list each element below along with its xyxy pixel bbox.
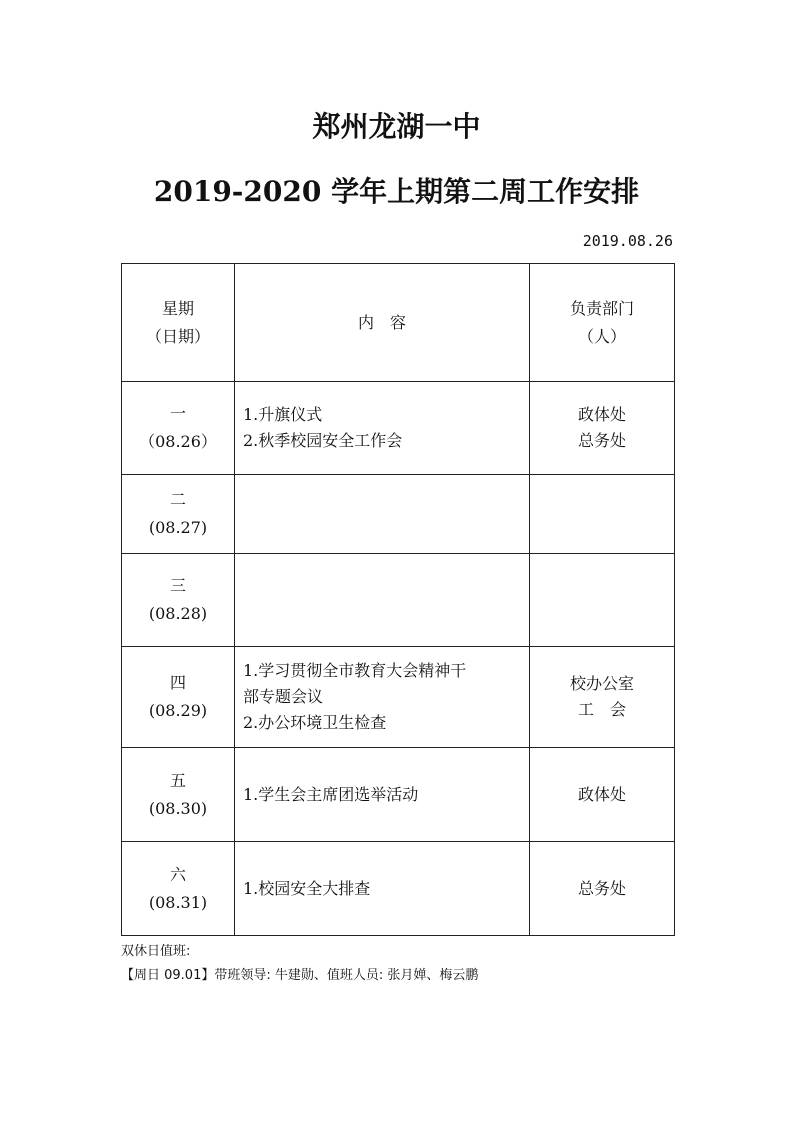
- weekday-date: (08.29): [148, 701, 208, 720]
- weekday-date: (08.30): [148, 798, 208, 818]
- content-cell: [235, 748, 530, 842]
- table-row: [122, 554, 675, 647]
- weekday-cell: [122, 475, 235, 554]
- document-subtitle: 2019-2020 学年上期第二周工作安排: [153, 175, 640, 208]
- dept-line: 校办公室: [569, 674, 634, 693]
- header-person-label: （人）: [577, 326, 626, 346]
- weekday: 四: [169, 673, 186, 692]
- weekend-duty-detail: 【周日 09.01】带班领导: 牛建勋、值班人员: 张月婵、梅云鹏: [121, 968, 479, 983]
- weekday: 六: [169, 864, 186, 884]
- table-header-row: [122, 264, 675, 382]
- table-row: [122, 842, 675, 936]
- weekday-cell: [122, 748, 235, 842]
- dept-line: 政体处: [577, 784, 626, 804]
- table-row: [122, 748, 675, 842]
- dept-line: 政体处: [577, 405, 626, 424]
- weekday-cell: [122, 842, 235, 936]
- content-line: 2.办公环境卫生检查: [243, 713, 387, 732]
- content-cell: [235, 842, 530, 936]
- dept-cell: [530, 842, 675, 936]
- weekend-duty-label: 双休日值班:: [121, 944, 191, 959]
- content-cell: [235, 382, 530, 475]
- header-weekday: [122, 264, 235, 382]
- document-title: 郑州龙湖一中: [312, 110, 481, 143]
- table-row: [122, 475, 675, 554]
- content-line: 1.学生会主席团选举活动: [243, 784, 419, 804]
- weekday: 三: [169, 576, 186, 595]
- content-line: 1.学习贯彻全市教育大会精神干: [243, 661, 467, 680]
- table-row: [122, 382, 675, 475]
- weekday-cell: [122, 647, 235, 748]
- content-cell: [235, 554, 530, 647]
- weekday-date: (08.27): [148, 518, 208, 537]
- content-line: 1.校园安全大排查: [243, 878, 371, 898]
- content-cell: [235, 647, 530, 748]
- weekday-cell: [122, 382, 235, 475]
- dept-cell: [530, 748, 675, 842]
- weekday-date: (08.28): [148, 604, 208, 623]
- weekday: 五: [169, 770, 186, 790]
- issue-date: 2019.08.26: [582, 232, 673, 250]
- weekday: 一: [169, 404, 186, 423]
- dept-cell: [530, 475, 675, 554]
- content-line: 2.秋季校园安全工作会: [243, 431, 403, 450]
- dept-line: 总务处: [577, 878, 626, 898]
- dept-line: 工 会: [577, 700, 626, 719]
- dept-cell: [530, 647, 675, 748]
- header-date-label: （日期）: [145, 326, 210, 346]
- header-dept-label: 负责部门: [569, 298, 634, 318]
- header-content: 内 容: [235, 264, 530, 382]
- content-cell: [235, 475, 530, 554]
- weekday: 二: [169, 490, 186, 509]
- weekday-date: (08.31): [148, 892, 208, 912]
- table-row: [122, 647, 675, 748]
- header-dept: [530, 264, 675, 382]
- weekday-date: （08.26）: [139, 432, 217, 451]
- content-line: 部专题会议: [243, 687, 324, 706]
- weekday-cell: [122, 554, 235, 647]
- schedule-table: [121, 263, 675, 936]
- header-weekday-label: 星期: [161, 298, 194, 318]
- content-line: 1.升旗仪式: [243, 405, 323, 424]
- dept-cell: [530, 554, 675, 647]
- dept-line: 总务处: [577, 431, 626, 450]
- dept-cell: [530, 382, 675, 475]
